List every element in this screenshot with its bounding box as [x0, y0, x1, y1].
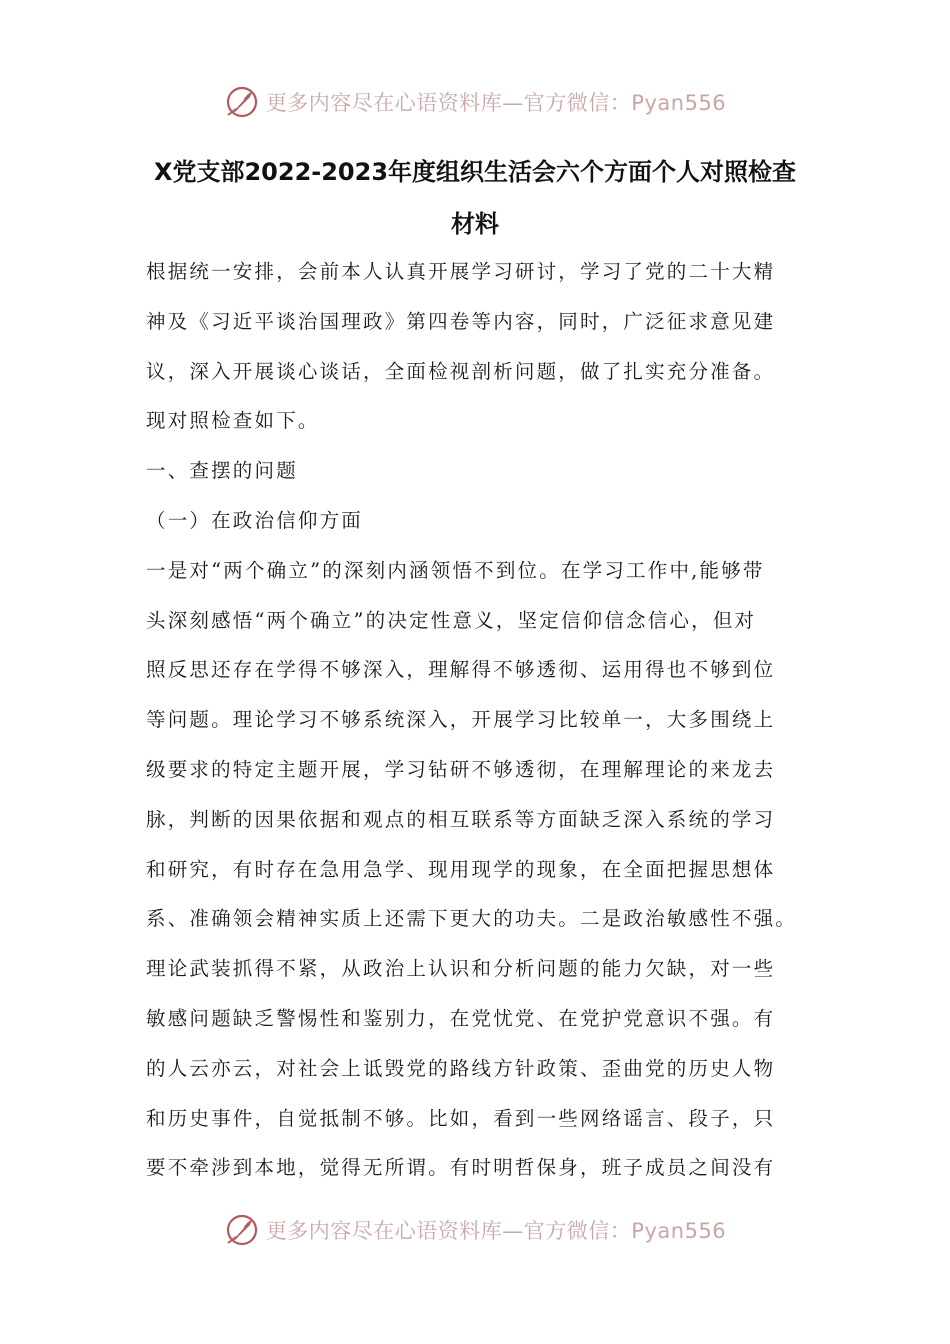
watermark-text: 更多内容尽在心语资料库—官方微信：Pyan556 [265, 91, 727, 115]
body-line: 等问题。理论学习不够系统深入，开展学习比较单一，大多围绕上 [146, 708, 776, 732]
body-line: 照反思还存在学得不够深入，理解得不够透彻、运用得也不够到位 [146, 658, 776, 682]
body-line: 头深刻感悟“两个确立”的决定性意义，坚定信仰信念信心，但对 [146, 608, 757, 632]
footer-watermark [0, 1208, 950, 1252]
body-line: 敏感问题缺乏警惕性和鉴别力，在党忧党、在党护党意识不强。有 [146, 1006, 776, 1030]
body-line: 和研究，有时存在急用急学、现用现学的现象，在全面把握思想体 [146, 857, 776, 881]
body-line: 脉，判断的因果依据和观点的相互联系等方面缺乏深入系统的学习 [146, 807, 776, 831]
document-title-line-1: X党支部2022-2023年度组织生活会六个方面个人对照检查 [153, 158, 797, 186]
watermark-text: 更多内容尽在心语资料库—官方微信：Pyan556 [265, 1219, 727, 1243]
body-line: 议，深入开展谈心谈话，全面检视剖析问题，做了扎实充分准备。 [146, 359, 776, 383]
document-body [146, 247, 826, 1193]
quill-logo-icon [224, 1212, 260, 1248]
body-line: 一是对“两个确立”的深刻内涵领悟不到位。在学习工作中,能够带 [146, 558, 765, 582]
body-line: 系、准确领会精神实质上还需下更大的功夫。二是政治敏感性不强。 [146, 907, 798, 931]
document-title-line-2: 材料 [451, 210, 499, 238]
body-line: 现对照检查如下。 [146, 409, 320, 433]
body-line: 的人云亦云，对社会上诋毁党的路线方针政策、歪曲党的历史人物 [146, 1056, 776, 1080]
subsection-heading: （一）在政治信仰方面 [146, 508, 364, 532]
body-line: 和历史事件，自觉抵制不够。比如，看到一些网络谣言、段子，只 [146, 1106, 776, 1130]
body-line: 根据统一安排，会前本人认真开展学习研讨，学习了党的二十大精 [146, 260, 776, 283]
section-heading: 一、查摆的问题 [146, 459, 298, 483]
quill-logo-icon [224, 84, 260, 120]
body-line: 级要求的特定主题开展，学习钻研不够透彻，在理解理论的来龙去 [146, 757, 776, 781]
body-line: 神及《习近平谈治国理政》第四卷等内容，同时，广泛征求意见建 [146, 309, 776, 333]
body-line: 理论武装抓得不紧，从政治上认识和分析问题的能力欠缺，对一些 [146, 957, 776, 981]
body-line: 要不牵涉到本地，觉得无所谓。有时明哲保身，班子成员之间没有 [146, 1156, 776, 1180]
header-watermark [0, 80, 950, 124]
